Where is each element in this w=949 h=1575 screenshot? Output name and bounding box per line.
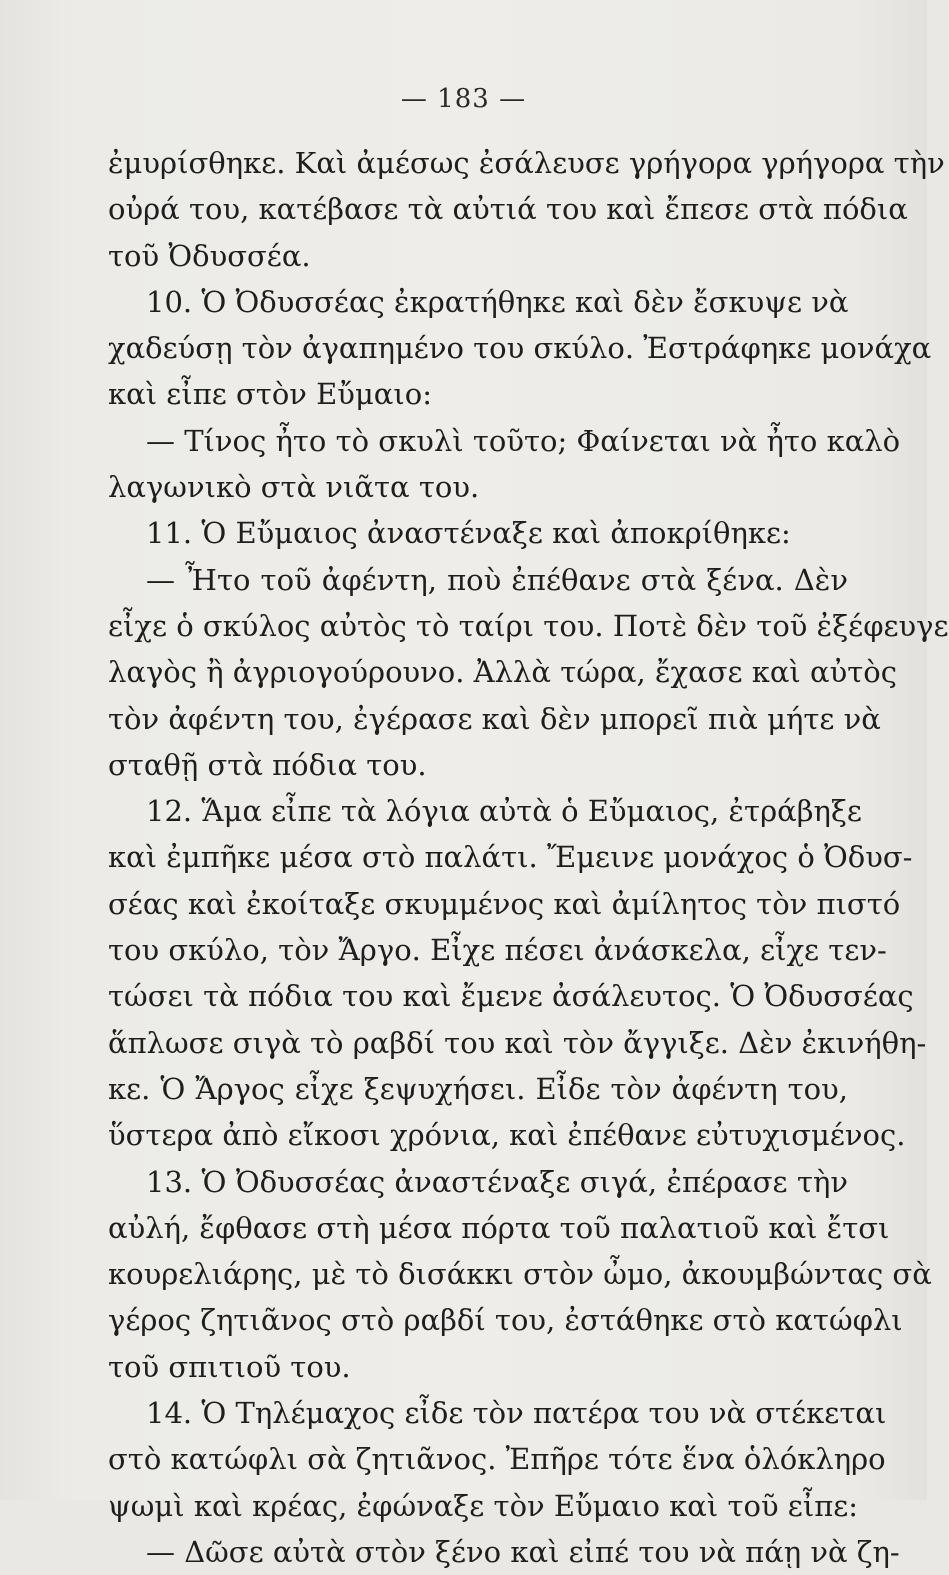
text-line: του σκύλο, τὸν Ἄργο. Εἶχε πέσει ἀνάσκελα, εἶχε τεν- (108, 933, 887, 968)
text-line: 13. Ὁ Ὀδυσσέας ἀναστέναξε σιγά, ἐπέρασε τὴν (146, 1164, 848, 1199)
text-line: χαδεύσῃ τὸν ἀγαπημένο του σκύλο. Ἐστράφηκε μονάχα (108, 331, 932, 366)
text-line: — Ἦτο τοῦ ἀφέντη, ποὺ ἐπέθανε στὰ ξένα. Δὲν (146, 562, 848, 597)
text-line: αὐλή, ἔφθασε στὴ μέσα πόρτα τοῦ παλατιοῦ καὶ ἔτσι (108, 1210, 890, 1245)
text-line: σταθῇ στὰ πόδια του. (108, 747, 427, 782)
text-line: εἶχε ὁ σκύλος αὐτὸς τὸ ταίρι του. Ποτὲ δὲν τοῦ ἐξέφευγε (108, 608, 949, 643)
text-line: 12. Ἅμα εἶπε τὰ λόγια αὐτὰ ὁ Εὔμαιος, ἐτράβηξε (146, 794, 862, 829)
text-line: 14. Ὁ Τηλέμαχος εἶδε τὸν πατέρα του νὰ στέκεται (146, 1396, 887, 1431)
text-line: λαγὸς ἢ ἀγριογούρουνο. Ἀλλὰ τώρα, ἔχασε καὶ αὐτὸς (108, 655, 897, 690)
text-line: κουρελιάρης, μὲ τὸ δισάκκι στὸν ὦμο, ἀκουμβώντας σὰ (108, 1257, 932, 1292)
text-line: καὶ ἐμπῆκε μέσα στὸ παλάτι. Ἔμεινε μονάχος ὁ Ὀδυσ- (108, 840, 913, 875)
body-text (108, 140, 949, 1575)
text-line: τὸν ἀφέντη του, ἐγέρασε καὶ δὲν μπορεῖ πιὰ μήτε νὰ (108, 701, 881, 736)
text-line: — Δῶσε αὐτὰ στὸν ξένο καὶ εἰπέ του νὰ πάῃ νὰ ζη- (146, 1534, 900, 1569)
text-line: 11. Ὁ Εὔμαιος ἀναστέναξε καὶ ἀποκρίθηκε: (146, 516, 791, 551)
text-line: ἅπλωσε σιγὰ τὸ ραβδί του καὶ τὸν ἄγγιξε. Δὲν ἐκινήθη- (108, 1025, 927, 1060)
text-line: καὶ εἶπε στὸν Εὔμαιο: (108, 377, 432, 412)
text-line: τοῦ Ὀδυσσέα. (108, 238, 311, 273)
text-line: τώσει τὰ πόδια του καὶ ἔμενε ἀσάλευτος. Ὁ Ὀδυσσέας (108, 979, 914, 1014)
text-line: ψωμὶ καὶ κρέας, ἐφώναξε τὸν Εὔμαιο καὶ τοῦ εἶπε: (108, 1488, 859, 1523)
text-line: γέρος ζητιᾶνος στὸ ραβδί του, ἐστάθηκε στὸ κατώφλι (108, 1303, 903, 1338)
text-line: τοῦ σπιτιοῦ του. (108, 1349, 351, 1384)
text-line: 10. Ὁ Ὀδυσσέας ἐκρατήθηκε καὶ δὲν ἔσκυψε νὰ (146, 284, 849, 319)
page-number: — 183 — (400, 84, 527, 114)
text-line: λαγωνικὸ στὰ νιᾶτα του. (108, 470, 480, 505)
text-line: στὸ κατώφλι σὰ ζητιᾶνος. Ἐπῆρε τότε ἕνα ὁλόκληρο (108, 1442, 886, 1477)
text-line: ἐμυρίσθηκε. Καὶ ἀμέσως ἐσάλευσε γρήγορα γρήγορα τὴν (108, 146, 945, 180)
text-line: — Τίνος ἦτο τὸ σκυλὶ τοῦτο; Φαίνεται νὰ ἦτο καλὸ (146, 423, 901, 458)
text-line: σέας καὶ ἐκοίταξε σκυμμένος καὶ ἀμίλητος τὸν πιστό (108, 886, 901, 921)
text-line: ὕστερα ἀπὸ εἴκοσι χρόνια, καὶ ἐπέθανε εὐτυχισμένος. (108, 1118, 906, 1153)
text-line: οὐρά του, κατέβασε τὰ αὐτιά του καὶ ἔπεσε στὰ πόδια (108, 192, 908, 227)
text-line: κε. Ὁ Ἄργος εἶχε ξεψυχήσει. Εἶδε τὸν ἀφέντη του, (108, 1071, 848, 1106)
